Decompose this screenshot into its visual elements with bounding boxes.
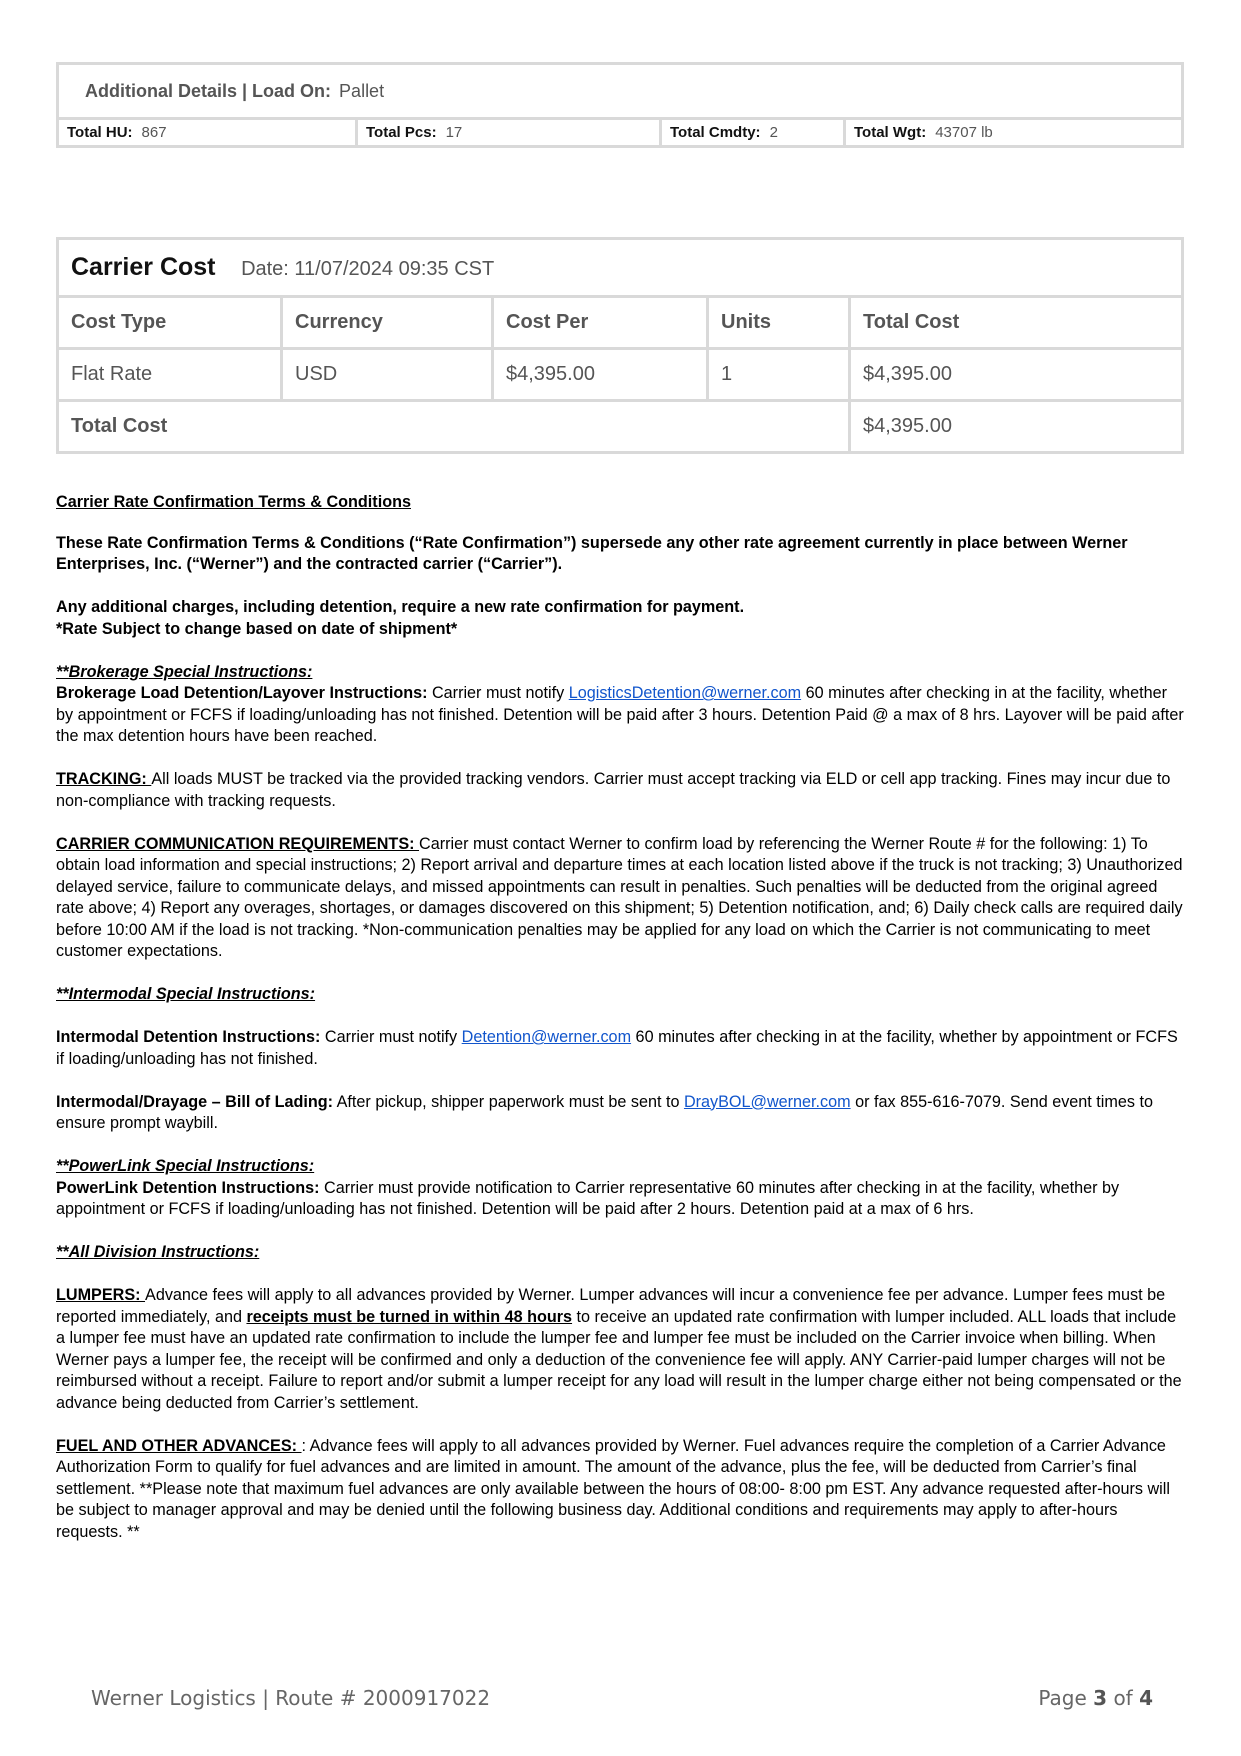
bol-block bbox=[56, 1092, 1184, 1135]
brokerage-text-1: Carrier must notify bbox=[427, 684, 569, 702]
intermodal-text-2: 60 minutes after checking in at the facility, whether by appointment or FCFS if loading/unloading has not finished. bbox=[56, 1028, 1178, 1068]
page bbox=[56, 62, 1184, 1541]
total-wgt-value: 43707 lb bbox=[935, 124, 993, 141]
intermodal-label: Intermodal Detention Instructions: bbox=[56, 1028, 321, 1046]
total-pcs-value: 17 bbox=[445, 124, 463, 141]
brokerage-heading: **Brokerage Special Instructions: bbox=[56, 662, 313, 681]
tracking-text: All loads MUST be tracked via the provided tracking vendors. Carrier must accept tracking via ELD or cell app tracking. Fines may incur due to non-compliance with tracking requests. bbox=[56, 770, 1171, 810]
additional-details-label: Additional Details | Load On: bbox=[85, 80, 332, 101]
load-on-value: Pallet bbox=[339, 80, 385, 101]
header-cost-per: Cost Per bbox=[493, 297, 708, 349]
cell-units: 1 bbox=[708, 349, 850, 401]
totals-row bbox=[59, 117, 1181, 145]
page-footer bbox=[91, 1686, 1153, 1710]
bol-email-link[interactable]: DrayBOL@werner.com bbox=[683, 1092, 851, 1111]
bol-label: Intermodal/Drayage – Bill of Lading: bbox=[56, 1092, 334, 1111]
intermodal-text-1: Carrier must notify bbox=[320, 1028, 462, 1046]
header-currency: Currency bbox=[282, 297, 493, 349]
additional-details-header bbox=[59, 65, 1181, 117]
total-cmdty-value: 2 bbox=[769, 124, 778, 141]
fuel-block bbox=[56, 1436, 1184, 1544]
terms-heading: Carrier Rate Confirmation Terms & Conditions bbox=[56, 493, 411, 511]
carrier-cost-title-row bbox=[58, 239, 1183, 297]
total-cost-label: Total Cost bbox=[58, 401, 850, 453]
total-hu-label: Total HU: bbox=[67, 124, 133, 141]
tracking-label: TRACKING: bbox=[56, 770, 152, 788]
cell-currency: USD bbox=[282, 349, 493, 401]
fuel-label: FUEL AND OTHER ADVANCES: bbox=[56, 1436, 302, 1455]
total-pcs-label: Total Pcs: bbox=[366, 124, 437, 141]
total-pcs-cell bbox=[358, 120, 662, 145]
total-cost-row bbox=[58, 401, 1183, 453]
header-units: Units bbox=[708, 297, 850, 349]
communication-label: CARRIER COMMUNICATION REQUIREMENTS: bbox=[56, 834, 420, 853]
powerlink-text: Carrier must provide notification to Carrier representative 60 minutes after checking in at the facility, whether by appointment or FCFS if loading/unloading has not finished. Detention will be paid after 2 hours. Detention paid at a max of 6 hrs. bbox=[56, 1178, 1120, 1218]
powerlink-heading: **PowerLink Special Instructions: bbox=[56, 1157, 315, 1175]
total-cmdty-label: Total Cmdty: bbox=[670, 124, 761, 141]
all-division-heading: **All Division Instructions: bbox=[56, 1243, 260, 1261]
cell-cost-type: Flat Rate bbox=[58, 349, 282, 401]
communication-text: Carrier must contact Werner to confirm load by referencing the Werner Route # for the following: 1) To obtain load information and special instructions; 2) Report arrival and departure times at each location listed above if the truck is not tracking; 3) Unauthorized delayed service, failure to communicate delays, and missed appointments can result in penalties. Such penalties will be deducted from the original agreed rate above; 4) Report any overages, shortages, or damages discovered on this shipment; 5) Detention notification, and; 6) Daily check calls are required daily before 10:00 AM if the load is not tracking. *Non-communication penalties may be applied for any load on which the Carrier is not communicating to meet customer expectations. bbox=[56, 834, 1183, 960]
footer-page-word: Page bbox=[1038, 1686, 1087, 1710]
terms-charges-block bbox=[56, 597, 1184, 640]
fuel-text: : Advance fees will apply to all advances provided by Werner. Fuel advances require the completion of a Carrier Advance Authorization Form to qualify for fuel advances and are limited in amount. The amount of the advance, plus the fee, will be deducted from Carrier’s final settlement. **Please note that maximum fuel advances are only available between the hours of 08:00- 8:00 pm EST. Any advance requested after-hours will be subject to manager approval and may be denied until the following business day. Additional conditions and requirements may apply to after-hours requests. ** bbox=[56, 1436, 1170, 1541]
header-total-cost: Total Cost bbox=[850, 297, 1183, 349]
bol-text-1: After pickup, shipper paperwork must be sent to bbox=[333, 1092, 684, 1111]
terms-additional-charges: Any additional charges, including detention, require a new rate confirmation for payment. bbox=[56, 598, 745, 616]
terms-section bbox=[56, 492, 1184, 1565]
carrier-cost-header-row bbox=[58, 297, 1183, 349]
intermodal-detention-block bbox=[56, 1027, 1184, 1070]
lumpers-block bbox=[56, 1285, 1184, 1414]
carrier-cost-title-cell bbox=[58, 239, 1183, 297]
tracking-block bbox=[56, 769, 1184, 812]
intermodal-email-link[interactable]: Detention@werner.com bbox=[461, 1028, 632, 1046]
footer-page-total: 4 bbox=[1139, 1686, 1153, 1710]
powerlink-block bbox=[56, 1156, 1184, 1221]
bol-text-2: or fax 855-616-7079. Send event times to ensure prompt waybill. bbox=[56, 1092, 1153, 1132]
carrier-cost-date: Date: 11/07/2024 09:35 CST bbox=[241, 258, 495, 280]
total-hu-cell bbox=[59, 120, 358, 145]
lumpers-text-1: Advance fees will apply to all advances provided by Werner. Lumper advances will incur a convenience fee per advance. Lumper fees must be reported immediately, and bbox=[56, 1286, 1166, 1326]
communication-block bbox=[56, 834, 1184, 963]
carrier-cost-title: Carrier Cost bbox=[71, 253, 216, 281]
table-row bbox=[58, 349, 1183, 401]
total-wgt-label: Total Wgt: bbox=[854, 124, 927, 141]
carrier-cost-table bbox=[56, 237, 1184, 454]
footer-page-number bbox=[1038, 1686, 1153, 1710]
brokerage-text-2: 60 minutes after checking in at the facility, whether by appointment or FCFS if loading/unloading has not finished. Detention will be paid after 3 hours. Detention Paid @ a max of 8 hrs. Layover will be paid after the max detention hours have been reached. bbox=[56, 684, 1184, 745]
footer-page-current: 3 bbox=[1093, 1686, 1108, 1710]
cell-total-cost: $4,395.00 bbox=[850, 349, 1183, 401]
header-cost-type: Cost Type bbox=[58, 297, 282, 349]
lumpers-emphasis: receipts must be turned in within 48 hours bbox=[246, 1307, 573, 1326]
brokerage-block bbox=[56, 662, 1184, 748]
total-wgt-cell bbox=[846, 120, 1181, 145]
total-cmdty-cell bbox=[662, 120, 846, 145]
powerlink-label: PowerLink Detention Instructions: bbox=[56, 1178, 320, 1197]
footer-of-word: of bbox=[1113, 1686, 1133, 1710]
brokerage-label: Brokerage Load Detention/Layover Instructions: bbox=[56, 684, 428, 702]
total-hu-value: 867 bbox=[141, 124, 167, 141]
terms-rate-subject: *Rate Subject to change based on date of shipment* bbox=[56, 619, 458, 638]
footer-route: Werner Logistics | Route # 2000917022 bbox=[91, 1686, 491, 1710]
lumpers-text-2: to receive an updated rate confirmation with lumper included. ALL loads that include a lumper fee must have an updated rate confirmation to include the lumper fee and lumper fee must be included on the Carrier invoice when billing. When Werner pays a lumper fee, the receipt will be confirmed and only a deduction of the convenience fee will apply. ANY Carrier-paid lumper charges will not be reimbursed without a receipt. Failure to report and/or submit a lumper receipt for any load will result in the lumper charge either not being compensated or the advance being deducted from Carrier’s settlement. bbox=[56, 1307, 1182, 1412]
cell-cost-per: $4,395.00 bbox=[493, 349, 708, 401]
additional-details-box bbox=[56, 62, 1184, 148]
total-cost-value: $4,395.00 bbox=[850, 401, 1183, 453]
intermodal-heading: **Intermodal Special Instructions: bbox=[56, 985, 316, 1003]
terms-supersede: These Rate Confirmation Terms & Conditions (“Rate Confirmation”) supersede any other rate agreement currently in place between Werner Enterprises, Inc. (“Werner”) and the contracted carrier (“Carrier”). bbox=[56, 533, 1128, 573]
brokerage-email-link[interactable]: LogisticsDetention@werner.com bbox=[568, 684, 802, 702]
lumpers-label: LUMPERS: bbox=[56, 1286, 146, 1304]
